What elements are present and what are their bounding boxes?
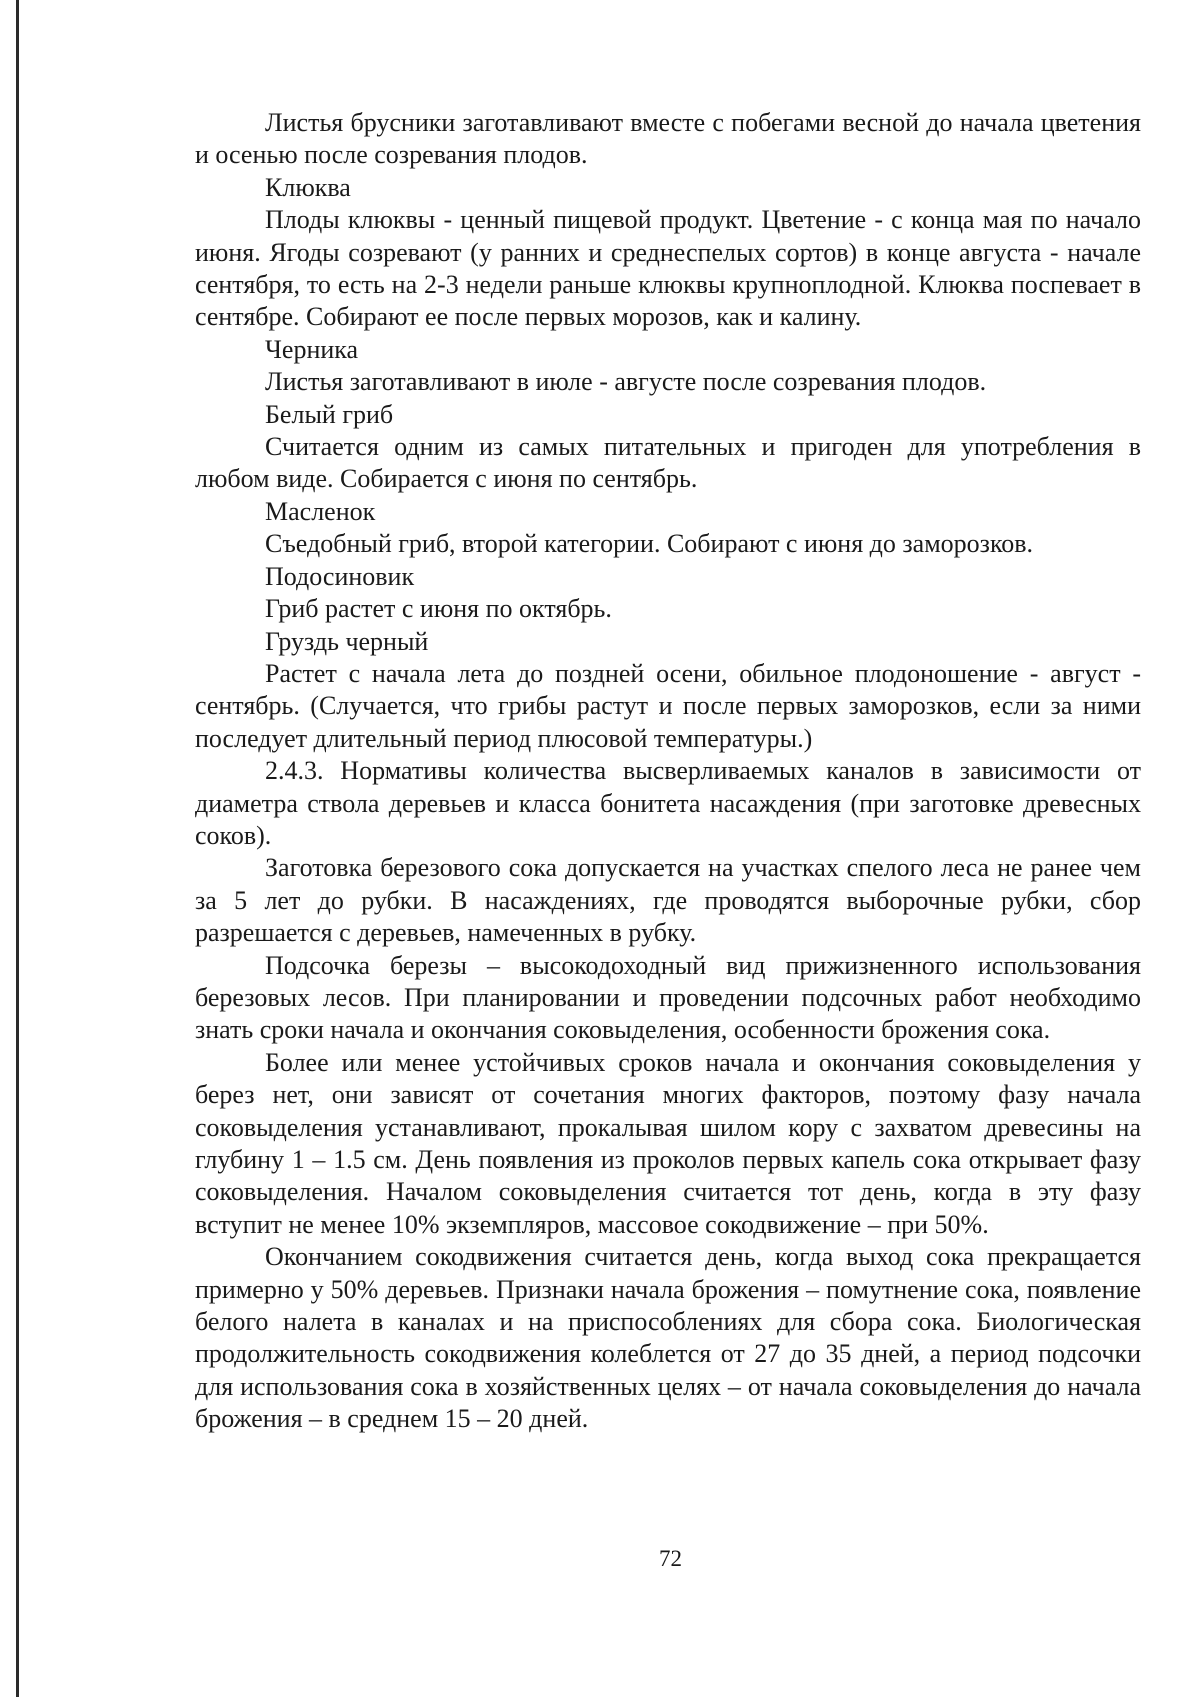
paragraph-sap-flow-end: Окончанием сокодвижения считается день, когда выход сока прекращается примерно у 50% деревьев. Признаки начала брожения – помутнение сока, появление белого налета в каналах и на приспособлениях для сбора сока. Биологическая продолжительность сокодвижения колеблется от 27 до 35 дней, а период подсочки для использования сока в хозяйственных целях – от начала соковыделения до начала брожения – в среднем 15 – 20 дней. — [195, 1242, 1141, 1434]
paragraph-section-2-4-3: 2.4.3. Нормативы количества высверливаемых каналов в зависимости от диаметра ствола деревьев и класса бонитета насаждения (при заготовке древесных соков). — [195, 756, 1141, 850]
heading-cranberry: Клюква — [265, 172, 351, 202]
paragraph-birch-tapping: Подсочка березы – высокодоходный вид прижизненного использования березовых лесов. При планировании и проведении подсочных работ необходимо знать сроки начала и окончания соковыделения, особенности брожения сока. — [195, 950, 1141, 1045]
heading-orange-cap: Подосиновик — [265, 561, 415, 591]
paragraph-birch-sap-harvest: Заготовка березового сока допускается на участках спелого леса не ранее чем за 5 лет до рубки. В насаждениях, где проводятся выборочные рубки, сбор разрешается с деревьев, намеченных в рубку. — [195, 853, 1141, 948]
heading-porcini: Белый гриб — [265, 399, 394, 429]
paragraph-sap-flow-start: Более или менее устойчивых сроков начала и окончания соковыделения у берез нет, они зависят от сочетания многих факторов, поэтому фазу начала соковыделения устанавливают, прокалывая шилом кору с захватом древесины на глубину 1 – 1.5 см. День появления из проколов первых капель сока открывает фазу соковыделения. Началом соковыделения считается тот день, когда в эту фазу вступит не менее 10% экземпляров, массовое сокодвижение – при 50%. — [195, 1047, 1141, 1239]
document-body — [195, 107, 1141, 1436]
paragraph-porcini: Считается одним из самых питательных и пригоден для употребления в любом виде. Собирается с июня по сентябрь. — [195, 432, 1141, 494]
page-left-edge-rule — [16, 0, 19, 1697]
heading-slippery-jack: Масленок — [265, 496, 376, 526]
paragraph-lingonberry-leaves: Листья брусники заготавливают вместе с побегами весной до начала цветения и осенью после созревания плодов. — [195, 108, 1141, 170]
page-number: 72 — [659, 1546, 682, 1571]
paragraph-orange-cap: Гриб растет с июня по октябрь. — [265, 594, 612, 624]
paragraph-slippery-jack: Съедобный гриб, второй категории. Собирают с июня до заморозков. — [265, 529, 1034, 559]
paragraph-blueberry: Листья заготавливают в июле - августе после созревания плодов. — [265, 367, 987, 397]
paragraph-black-milk-cap: Растет с начала лета до поздней осени, обильное плодоношение - август - сентябрь. (Случается, что грибы растут и после первых заморозков, если за ними последует длительный период плюсовой температуры.) — [195, 658, 1141, 753]
paragraph-cranberry: Плоды клюквы - ценный пищевой продукт. Цветение - с конца мая по начало июня. Ягоды созревают (у ранних и среднеспелых сортов) в конце августа - начале сентября, то есть на 2-3 недели раньше клюквы крупноплодной. Клюква поспевает в сентябре. Собирают ее после первых морозов, как и калину. — [195, 205, 1141, 332]
heading-blueberry: Черника — [265, 334, 359, 364]
heading-black-milk-cap: Груздь черный — [265, 626, 429, 656]
